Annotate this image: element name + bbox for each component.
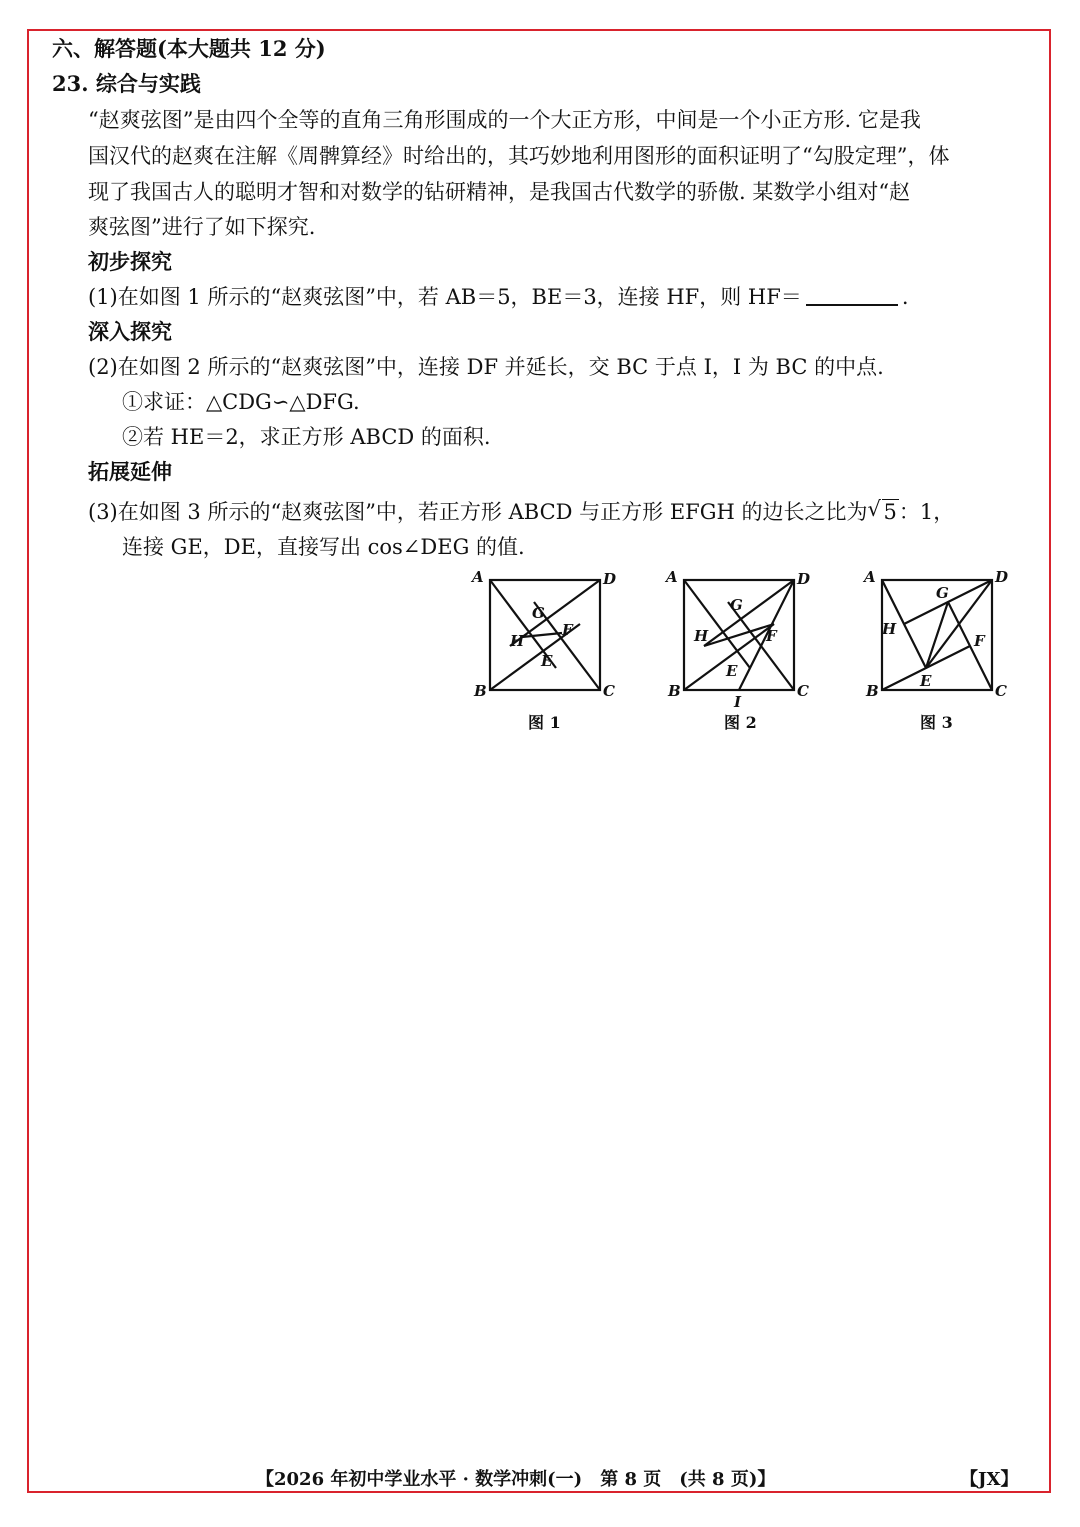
fig1-label-d: D — [603, 570, 617, 588]
intro-line-1: “赵爽弦图”是由四个全等的直角三角形围成的一个大正方形，中间是一个小正方形. 它是我 — [88, 108, 921, 132]
part3-heading: 拓展延伸 — [88, 459, 172, 484]
fig3-label-c: C — [995, 682, 1007, 700]
figure-1 — [468, 566, 628, 706]
fig3-label-b: B — [866, 682, 879, 700]
fig3-label-f: F — [974, 632, 985, 650]
fig2-line-d — [704, 580, 794, 646]
fig1-label-a: A — [472, 568, 484, 586]
sqrt-expression — [868, 497, 899, 527]
fig2-label-f: F — [766, 627, 777, 645]
intro-line-2: 国汉代的赵爽在注解《周髀算经》时给出的，其巧妙地利用图形的面积证明了“勾股定理”，体 — [88, 144, 950, 168]
figure-3 — [860, 566, 1020, 706]
part2-sub1: ①求证：△CDG∽△DFG. — [122, 390, 360, 414]
part3-text-a: (3)在如图 3 所示的“赵爽弦图”中，若正方形 ABCD 与正方形 EFGH 的边长之比为 — [88, 500, 868, 524]
part2-heading: 深入探究 — [88, 319, 172, 344]
figure-2 — [662, 566, 822, 716]
part1-end: . — [901, 285, 909, 309]
fig2-label-c: C — [797, 682, 809, 700]
part3-text-b: ：1， — [898, 500, 955, 524]
page-border — [27, 29, 1051, 1493]
part2-sub2: ②若 HE＝2，求正方形 ABCD 的面积. — [122, 425, 491, 449]
intro-line-4: 爽弦图”进行了如下探究. — [88, 215, 316, 239]
sqrt-symbol: √ — [867, 497, 881, 521]
fig1-label-c: C — [603, 682, 615, 700]
fig1-label-h: H — [510, 632, 525, 650]
fig1-label-f: F — [562, 621, 573, 639]
part3-question — [88, 497, 954, 527]
footer-code: 【JX】 — [960, 1469, 1019, 1490]
fig1-label-b: B — [474, 682, 487, 700]
part3-question-line2: 连接 GE，DE，直接写出 cos∠DEG 的值. — [122, 535, 525, 559]
problem-title: 23. 综合与实践 — [52, 71, 201, 96]
fig2-line-a — [684, 580, 750, 668]
fig3-label-a: A — [864, 568, 876, 586]
fig2-label-g: G — [730, 596, 743, 614]
fig2-label-e: E — [726, 662, 738, 680]
footer-page-info: 【2026 年初中学业水平 · 数学冲刺(一) 第 8 页 (共 8 页)】 — [256, 1469, 776, 1490]
figure-1-caption: 图 1 — [528, 713, 561, 732]
fig2-label-i: I — [734, 693, 742, 711]
fig1-label-g: G — [532, 604, 545, 622]
fig2-label-b: B — [668, 682, 681, 700]
answer-blank — [806, 282, 898, 306]
fig2-label-h: H — [694, 627, 709, 645]
part1-question — [88, 282, 909, 312]
part1-heading: 初步探究 — [88, 249, 172, 274]
figure-3-caption: 图 3 — [920, 713, 953, 732]
figure-2-caption: 图 2 — [724, 713, 757, 732]
sqrt-value: 5 — [883, 500, 897, 524]
fig3-label-e: E — [920, 672, 932, 690]
fig3-label-d: D — [995, 568, 1009, 586]
fig1-label-e: E — [541, 652, 553, 670]
fig3-label-g: G — [936, 584, 949, 602]
fig3-label-h: H — [882, 620, 897, 638]
part2-question: (2)在如图 2 所示的“赵爽弦图”中，连接 DF 并延长，交 BC 于点 I，I 为 BC 的中点. — [88, 355, 884, 379]
part1-text: (1)在如图 1 所示的“赵爽弦图”中，若 AB＝5，BE＝3，连接 HF，则 HF＝ — [88, 285, 802, 309]
intro-line-3: 现了我国古人的聪明才智和对数学的钻研精神，是我国古代数学的骄傲. 某数学小组对“赵 — [88, 180, 911, 204]
fig2-label-a: A — [666, 568, 678, 586]
section-heading: 六、解答题(本大题共 12 分) — [52, 36, 326, 61]
fig2-label-d: D — [797, 570, 811, 588]
